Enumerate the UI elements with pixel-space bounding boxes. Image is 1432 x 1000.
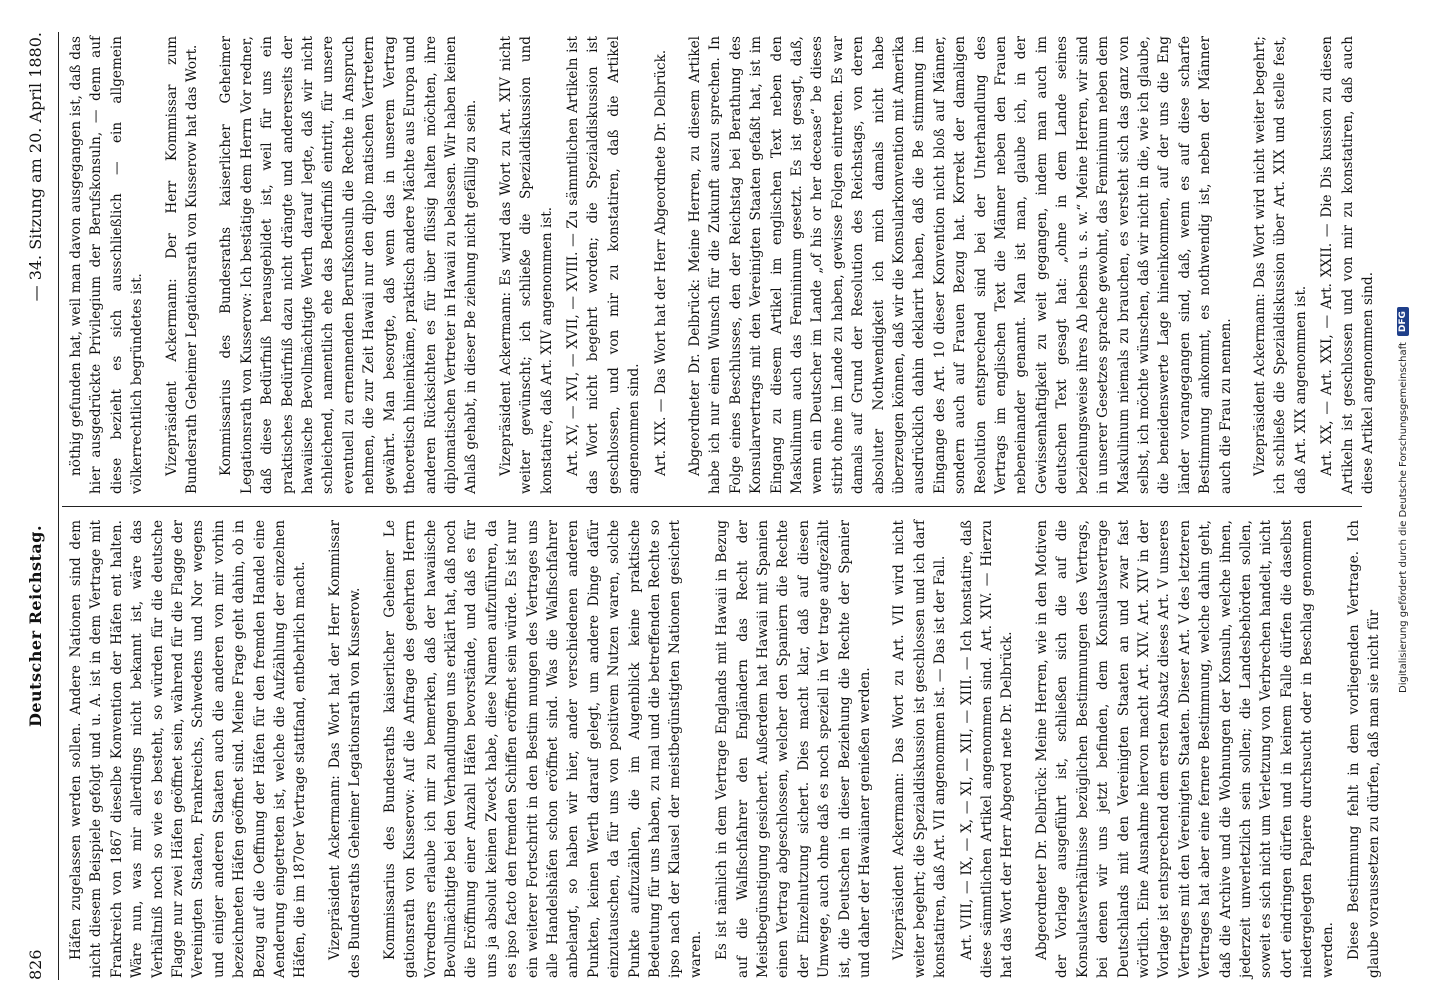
running-header xyxy=(18,32,52,980)
paragraph: Vizepräsident Ackermann: Der Herr Kommissar zum Bundesrath Geheimer Legationsrath von Kusserow hat das Wort. xyxy=(163,36,201,494)
paragraph: Häfen zugelassen werden sollen. Andere Nationen sind dem nicht diesem Beispiele gefolgt und u. A. ist in dem Vertrage mit Frankreich von 1867 dieselbe Konvention der Häfen ent halten. Wäre nun, was mir allerdings nicht bekannt ist, wäre das Verhältniß noch so wie es besteht, so würden für die deutsche Flagge nur zwei Häfen geöffnet sein, während für die Flagge der Vereinigten Staaten, Frankreichs, Schwedens und Nor wegens und einiger anderen Staaten auch die anderen von mir vorhin bezeichneten Häfen geöffnet sind. Meine Frage geht dahin, ob in Bezug auf die Oeffnung der Häfen für den fremden Handel eine Aenderung eingetreten ist, welche die Aufzählung der einzelnen Häfen, die im 1870er Vertrage stattfand, entbehrlich macht. xyxy=(68,520,309,978)
paragraph: Kommissarius des Bundesraths kaiserlicher Geheimer Legationsrath von Kusserow: Ich bestätige dem Herrn Vor redner, daß diese Bedürfniß herausgebildet ist, weil für uns ein praktisches Bedürfniß dazu nicht drängte und andererseits der hawaiische Bevollmächtigte Werth darauf legte, daß wir nicht schleichend, namentlich ehe das Bedürfniß eintritt, für unsere eventuell zu ernennenden Berufskonsuln die Rechte in Anspruch nehmen, die zur Zeit Hawaii nur den diplo matischen Vertretern gewährt. Man besorgte, daß wenn das in unserem Vertrag theoretisch hineinkäme, praktisch andere Mächte aus Europa und anderen Rücksichten es für über flüssig halten möchten, ihre diplomatischen Vertreter in Hawaii zu belassen. Wir haben keinen Anlaß gehabt, in dieser Be ziehung nicht gefällig zu sein. xyxy=(218,36,480,494)
session-date: — 34. Sitzung am 20. April 1880. xyxy=(25,32,45,302)
paragraph: Es ist nämlich in dem Vertrage Englands mit Hawaii in Bezug auf die Walfischfahrer den Engländern das Recht der Meistbegünstigung gesichert. Außerdem hat Hawaii mit Spanien einen Vertrag abgeschlossen, welcher den Spaniern die Rechte der Einzelnutzung sichert. Dies macht klar, daß auf diesen Umwege, auch ohne daß es noch speziell in Ver trage aufgezählt ist, die Deutschen in dieser Beziehung die Rechte der Spanier und daher der Hawaiianer genießen werden. xyxy=(714,520,874,978)
paragraph: Diese Bestimmung fehlt in dem vorliegenden Vertrage. Ich glaube voraussetzen zu dürfen, daß man sie nicht für xyxy=(1345,520,1383,978)
digitization-note xyxy=(1388,0,1418,1000)
paragraph: nöthig gefunden hat, weil man davon ausgegangen ist, daß das hier ausgedrückte Privilegium der Berufskonsuln, — denn auf diese bezieht es sich ausschließlich — ein allgemein völkerrechtlich begründetes ist. xyxy=(68,36,146,494)
column-rule xyxy=(62,506,1362,507)
paragraph: Art. VIII, — IX, — X, — XI, — XII, — XIII. — Ich konstatire, daß diese sämmtlichen Artikel angenommen sind. Art. XIV. — Hierzu hat das Wort der Herr Abgeord nete Dr. Delbrück. xyxy=(958,520,1016,978)
digitization-text: Digitalisierung gefördert durch die Deutsche Forschungsgemeinschaft xyxy=(1397,342,1409,693)
paragraph: Vizepräsident Ackermann: Das Wort zu Art. VII wird nicht weiter begehrt; die Spezialdiskussion ist geschlossen und ich darf konstatiren, daß Art. VII angenommen ist. — Das ist der Fall. xyxy=(891,520,949,978)
paragraph: Abgeordneter Dr. Delbrück: Meine Herren, zu diesem Artikel habe ich nur einen Wunsch für die Zukunft auszu sprechen. In Folge eines Beschlusses, den der Reichstag bei Berathung des Konsularvertrags mit den Vereinigten Staaten gefaßt hat, ist im Eingang zu diesem Artikel im englischen Text neben den Maskulinum auch das Femininum gesetzt. Es ist gesagt, daß, wenn ein Deutscher im Lande „of his or her decease“ be dieses stirbt ohne im Lande zu haben, gewisse Folgen eintreten. Es war damals auf Grund der Resolution des Reichstags, von deren absoluter Nothwendigkeit ich mich damals nicht habe überzeugen können, daß wir die Konsularkonvention mit Amerika ausdrücklich dahin deklarirt haben, daß die Be stimmung im Eingange des Art. 10 dieser Konvention nicht bloß auf Männer, sondern auch auf Frauen Bezug hat. Korrekt der damaligen Resolution entsprechend sind bei der Unterhandlung des Vertrags im englischen Text die Männer neben den Frauen nebeneinander genannt. Man ist man, glaube ich, in der Gewissenhaftigkeit zu weit gegangen, indem man auch im deutschen Text gesagt hat: „ohne in dem Lande seines beziehungsweise ihres Ab lebens u. s. w.“ Meine Herren, wir sind in unserer Gesetzes sprache gewohnt, das Femininum neben dem Maskulinum niemals zu brauchen, es versteht sich das ganz von selbst, ich möchte wünschen, daß wir nicht in die, wie ich glaube, die beneidenswerte Lage hineinkommen, auf der uns die Eng länder vorangegangen sind, daß, wenn es auf diese scharfe Bestimmung ankommt, es nothwendig ist, neben der Männer auch die Frau zu nennen. xyxy=(686,36,1234,494)
journal-title: Deutscher Reichstag. xyxy=(25,524,45,728)
paragraph: Vizepräsident Ackermann: Das Wort hat der Herr Kommissar des Bundesraths Geheimer Legationsrath von Kusserow. xyxy=(326,520,364,978)
header-rule xyxy=(58,32,59,980)
paragraph: Vizepräsident Ackermann: Es wird das Wort zu Art. XIV nicht weiter gewünscht; ich schließe die Spezialdiskussion und konstatire, daß Art. XIV angenommen ist. xyxy=(497,36,555,494)
right-column xyxy=(66,36,1384,494)
left-column xyxy=(66,520,1391,978)
page-number: 826 xyxy=(25,949,45,980)
paragraph: Abgeordneter Dr. Delbrück: Meine Herren, wie in den Motiven der Vorlage ausgeführt ist, schließen sich die auf die Konsulatsverhältnisse bezüglichen Bestimmungen des Vertrags, bei denen wir uns jetzt befinden, dem Konsulatsvertrage Deutschlands mit den Vereinigten Staaten an und zwar fast wörtlich. Eine Ausnahme hiervon macht Art. XIV. Art. XIV in der Vorlage ist entsprechend dem ersten Absatz dieses Art. V unseres Vertrages mit den Vereinigten Staaten. Dieser Art. V des letzteren Vertrages hat aber eine fernere Bestimmung, welche dahin geht, daß die Archive und die Wohnungen der Konsuln, welche ihnen, jederzeit unverletzlich sein sollen; die Landesbehörden sollen, soweit es sich nicht um Verletzung von Verbrechen handelt, nicht dort eindringen dürfen und in keinem Falle dürfen die daselbst niedergelegten Papiere durchsucht oder in Beschlag genommen werden. xyxy=(1033,520,1336,978)
dfg-logo: DFG xyxy=(1397,307,1409,336)
paragraph: Vizepräsident Ackermann: Das Wort wird nicht weiter begehrt; ich schließe die Spezialdiskussion über Art. XIX und stelle fest, daß Art. XIX angenommen ist. xyxy=(1251,36,1309,494)
paragraph: Art. XIX. — Das Wort hat der Herr Abgeordnete Dr. Delbrück. xyxy=(652,49,669,476)
paragraph: Art. XX, — Art. XXI, — Art. XXII. — Die Dis kussion zu diesen Artikeln ist geschlossen und von mir zu konstatiren, daß auch diese Artikel angenommen sind. xyxy=(1319,36,1376,494)
paragraph: Art. XV, — XVI, — XVII, — XVIII. — Zu sämmtlichen Artikeln ist das Wort nicht begehrt worden; die Spezialdiskussion ist geschlossen, und von mir zu konstatiren, daß die Artikel angenommen sind. xyxy=(564,36,643,494)
paragraph: Kommissarius des Bundesraths kaiserlicher Geheimer Le gationsrath von Kusserow: Auf die Anfrage des geehrten Herrn Vorredners erlaube ich mir zu bemerken, daß der hawaiische Bevollmächtigte bei den Verhandlungen uns erklärt hat, daß noch die Eröffnung einer Anzahl Häfen bevorstände, und daß es für uns ja absolut keinen Zweck habe, diese Namen aufzuführen, da es ipso facto den fremden Schiffen eröffnet sein würde. Es ist nur ein weiterer Fortschritt in den Bestim mungen des Vertrages uns alle Handelshäfen schon eröffnet sind. Was die Walfischfahrer anbelangt, so haben wir hier, ander verschiedenen anderen Punkten, keinen Werth darauf gelegt, um andere Dinge dafür einzutauschen, da für uns von positivem Nutzen waren, solche Punkte aufzuzählen, die im Augenblick keine praktische Bedeutung für uns haben, zu mal und die betreffenden Rechte so ipso nach der Klausel der meistbegünstigten Nationen gesichert waren. xyxy=(381,520,704,978)
